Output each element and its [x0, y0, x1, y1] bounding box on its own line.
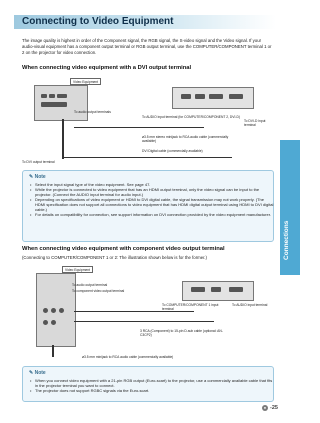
cable	[62, 157, 232, 158]
port	[41, 94, 47, 98]
cable	[52, 345, 54, 357]
port	[51, 308, 56, 313]
comp-in-label: To COMPUTER/COMPONENT 1 input terminal	[162, 303, 219, 311]
port	[191, 287, 205, 292]
dvi-cable-label: DVI Digital cable (commercially available)	[142, 149, 203, 153]
audio-in-label: To AUDIO input terminal	[232, 303, 268, 307]
audio-in-label: To AUDIO input terminal (for COMPUTER/COMPONENT 2, DVI-D)	[142, 115, 240, 119]
page-number-badge: ●	[263, 405, 267, 410]
audio-out-label: To audio output terminal	[72, 283, 108, 287]
port	[43, 308, 48, 313]
cable	[62, 119, 64, 159]
video-equipment-label: Video Equipment	[70, 78, 101, 85]
port	[209, 94, 223, 99]
component-out-label: To component video output terminal	[72, 289, 125, 293]
note-list	[29, 378, 275, 393]
note-item: • Depending on specifications of video equipment or HDMI to DVI digital cable, the signal transmission may not work properly. (The HDMI specification does not support all connections to video equipment that has HDMI digital output terminal using HDMI to DVI digital cable.)	[35, 197, 275, 212]
section2-heading: When connecting video equipment with component video output terminal	[22, 246, 225, 252]
port	[41, 102, 67, 107]
section1-heading: When connecting video equipment with a DVI output terminal	[22, 65, 192, 71]
port	[211, 287, 221, 292]
note-heading: ✎ Note	[29, 174, 46, 180]
port	[51, 320, 56, 325]
video-equipment-device	[34, 85, 88, 121]
audio-cable-label: ø3.5 mm stereo minijack to RCA audio cable (commercially available)	[142, 135, 229, 143]
port	[229, 94, 243, 99]
note-list	[29, 182, 275, 217]
port	[43, 320, 48, 325]
port	[49, 94, 55, 98]
note-item: • The projector does not support RGBC signals via the Euro-scart.	[35, 388, 275, 393]
section2-subheading: (Connecting to COMPUTER/COMPONENT 1 or 2: The illustration shown below is for the former.)	[22, 255, 207, 260]
port	[195, 94, 205, 99]
projector-device	[172, 87, 254, 109]
dvi-out-label: To DVI output terminal	[22, 160, 55, 164]
note-item: • For details on compatibility for connection, see support information on DVI connection provided by the video equipment manufacturer.	[35, 212, 275, 217]
cable	[74, 321, 214, 322]
page-title: Connecting to Video Equipment	[22, 16, 174, 27]
video-equipment-device	[36, 273, 76, 347]
port	[57, 94, 67, 98]
audio-cable-label: ø3.5 mm minijack to RCA audio cable (commercially available)	[82, 355, 174, 359]
note-item: • When you connect video equipment with a 21-pin RGB output (Euro-scart) to the projector, use a commercially available cable that fits in the projector terminal you want to connect.	[35, 378, 275, 388]
side-tab	[280, 140, 300, 275]
dvi-in-label: To DVI-D input terminal	[244, 119, 266, 127]
component-connection-diagram	[22, 263, 272, 363]
note-item: • While the projector is connected to video equipment that has an HDMI output terminal, only the video signal can be input to the projector. (Connect the AUDIO input terminal for audio input.)	[35, 187, 275, 197]
page-number: -25	[270, 405, 278, 411]
port	[229, 287, 243, 292]
note-box	[22, 170, 274, 242]
cable	[74, 311, 194, 312]
video-equipment-label: Video Equipment	[62, 266, 93, 273]
note-heading: ✎ Note	[29, 370, 46, 376]
note-icon: ✎	[29, 174, 34, 180]
dvi-connection-diagram	[22, 75, 272, 165]
projector-device	[182, 281, 254, 301]
note-icon: ✎	[29, 370, 34, 376]
cable	[74, 127, 204, 128]
side-tab-label: Connections	[283, 220, 290, 260]
port	[181, 94, 191, 99]
port	[59, 308, 64, 313]
audio-out-label: To audio output terminals	[74, 110, 111, 114]
rca-cable-label: 3 RCA (Component) to 15-pin D-sub cable (optional: AN-C3CP2)	[140, 329, 223, 337]
note-box	[22, 366, 274, 402]
note-item: • Select the input signal type of the video equipment. See page 47.	[35, 182, 275, 187]
intro-text: The image quality is highest in order of the Component signal, the RGB signal, the S-video signal and the Video signal. If your audio-visual equipment has a component output terminal or RGB output terminal, use the COMPUTER/COMPONENT terminal 1 or 2 on the projector for video connection.	[22, 38, 272, 55]
